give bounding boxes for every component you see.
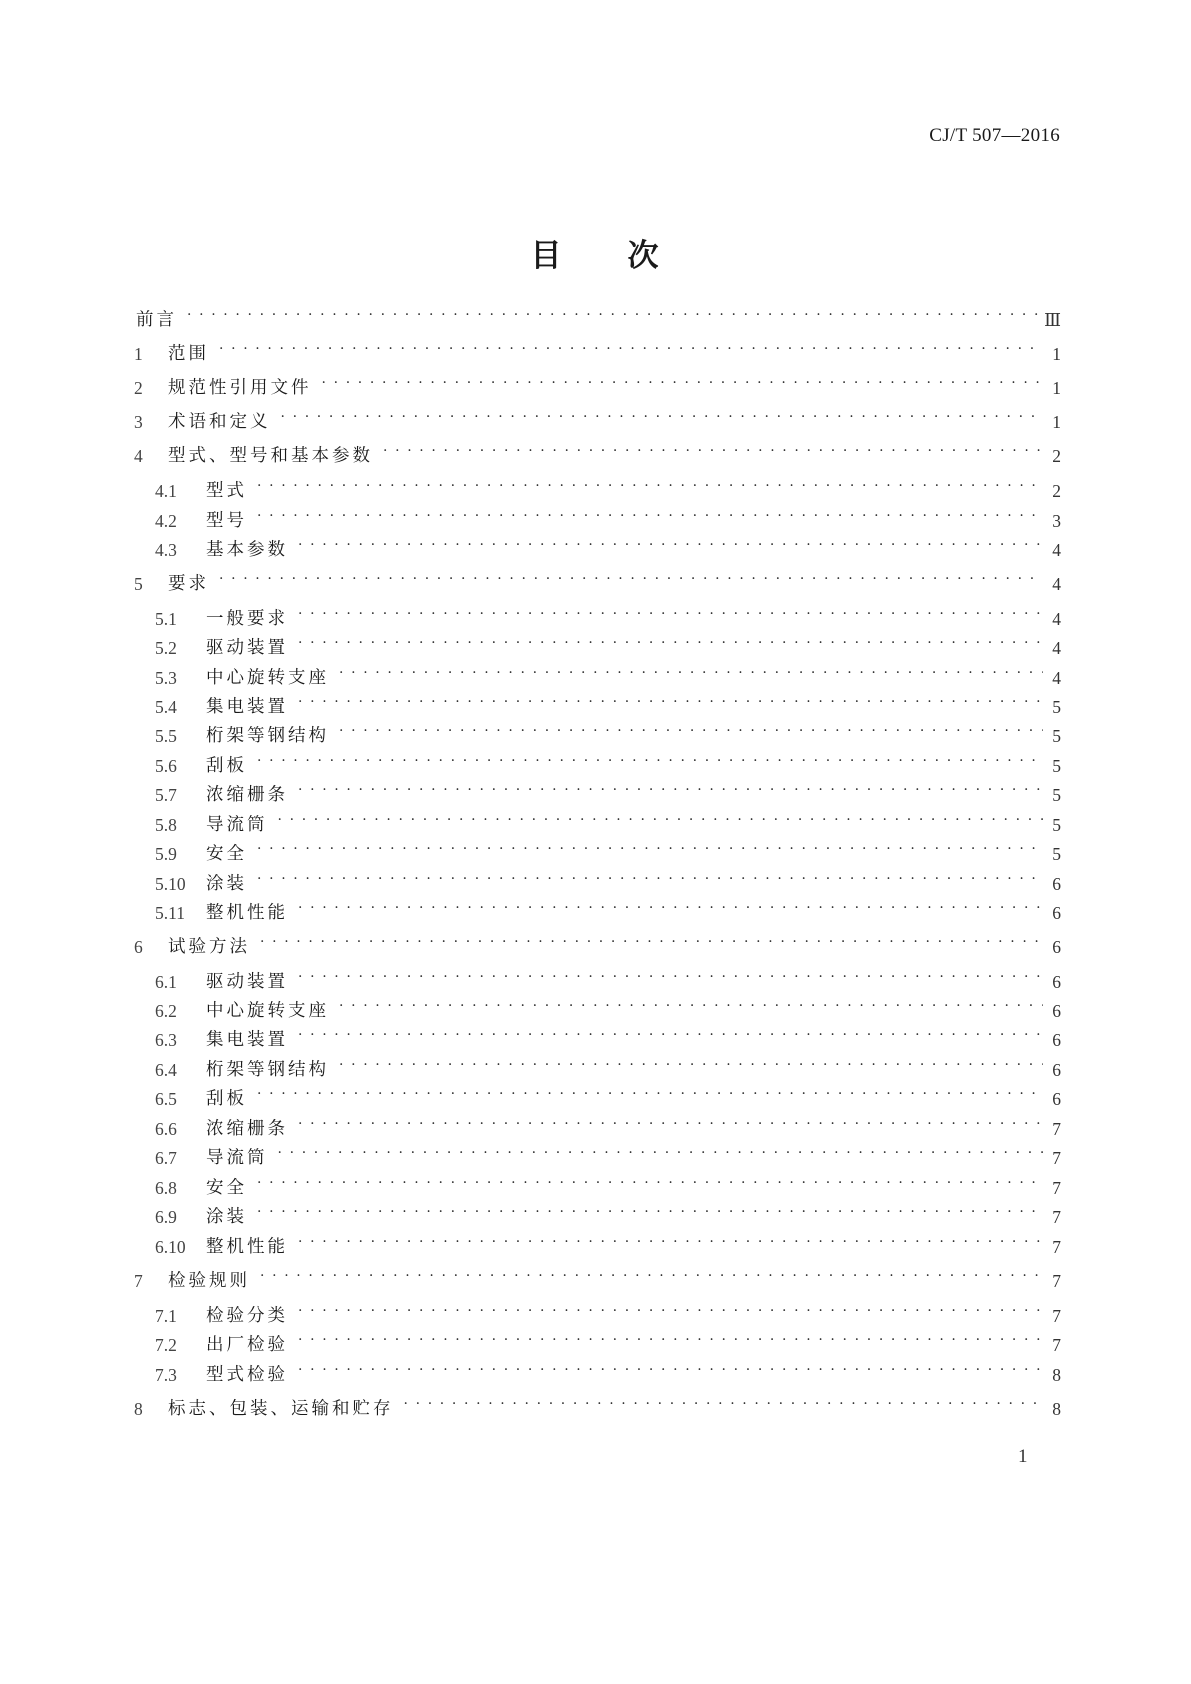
toc-entry[interactable] — [134, 1268, 1061, 1294]
toc-entry-page: 5 — [1052, 756, 1061, 776]
toc-entry-page: 2 — [1052, 481, 1061, 501]
toc-entry-page: 6 — [1052, 1030, 1061, 1050]
toc-entry-label: 涂装 — [206, 1207, 247, 1227]
toc-entry-number: 5.6 — [155, 756, 177, 776]
toc-entry-page: 5 — [1052, 844, 1061, 864]
toc-entry-page: 3 — [1052, 511, 1061, 531]
toc-entry-page: 1 — [1052, 412, 1061, 432]
toc-entry-page: 7 — [1052, 1119, 1061, 1139]
toc-entry-label: 型式检验 — [206, 1365, 288, 1385]
toc-entry[interactable] — [134, 1145, 1061, 1171]
toc-entry[interactable] — [134, 478, 1061, 504]
toc-entry-page: 2 — [1052, 446, 1061, 466]
toc-entry-label: 检验规则 — [168, 1271, 250, 1291]
toc-entry-page: 6 — [1052, 972, 1061, 992]
toc-entry[interactable] — [134, 723, 1061, 749]
toc-entry-label: 中心旋转支座 — [206, 1001, 329, 1021]
toc-entry-number: 6.8 — [155, 1178, 177, 1198]
toc-entry[interactable] — [134, 1057, 1061, 1083]
toc-dot-leader — [278, 807, 1044, 833]
toc-entry-page: 6 — [1052, 937, 1061, 957]
toc-entry-label: 刮板 — [206, 1089, 247, 1109]
toc-entry[interactable] — [134, 1175, 1061, 1201]
toc-dot-leader — [278, 1140, 1044, 1166]
page-title-left: 目 — [530, 238, 564, 274]
toc-entry[interactable] — [134, 934, 1061, 960]
toc-dot-leader — [298, 1229, 1043, 1255]
toc-entry-page: 7 — [1052, 1306, 1061, 1326]
toc-entry-number: 8 — [134, 1399, 143, 1419]
toc-entry-page: 4 — [1052, 638, 1061, 658]
toc-entry[interactable] — [134, 635, 1061, 661]
toc-entry-number: 6.6 — [155, 1119, 177, 1139]
toc-entry-label: 型式 — [206, 481, 247, 501]
toc-entry-label: 刮板 — [206, 756, 247, 776]
toc-entry-number: 5.1 — [155, 609, 177, 629]
toc-dot-leader — [257, 748, 1043, 774]
toc-entry[interactable] — [134, 1396, 1061, 1422]
toc-entry-number: 6.4 — [155, 1060, 177, 1080]
toc-entry-number: 2 — [134, 378, 143, 398]
toc-entry-label: 桁架等钢结构 — [206, 1060, 329, 1080]
toc-dot-leader — [257, 503, 1043, 529]
toc-entry-label: 安全 — [206, 844, 247, 864]
toc-entry-label: 整机性能 — [206, 903, 288, 923]
toc-entry-label: 规范性引用文件 — [168, 378, 312, 398]
toc-dot-leader — [339, 1052, 1043, 1078]
toc-dot-leader — [298, 630, 1043, 656]
toc-dot-leader — [219, 566, 1043, 592]
toc-entry-number: 6.10 — [155, 1237, 186, 1257]
toc-entry-label: 浓缩栅条 — [206, 1119, 288, 1139]
toc-entry-page: 7 — [1052, 1237, 1061, 1257]
toc-entry-number: 6.1 — [155, 972, 177, 992]
toc-dot-leader — [298, 1357, 1043, 1383]
toc-dot-leader — [257, 866, 1043, 892]
toc-dot-leader — [298, 1022, 1043, 1048]
toc-entry[interactable] — [134, 409, 1061, 435]
toc-entry[interactable] — [134, 341, 1061, 367]
toc-entry[interactable] — [134, 694, 1061, 720]
toc-entry-number: 6.3 — [155, 1030, 177, 1050]
toc-dot-leader — [257, 1081, 1043, 1107]
toc-entry-page: 6 — [1052, 1089, 1061, 1109]
toc-entry-label: 浓缩栅条 — [206, 785, 288, 805]
toc-entry-label: 导流筒 — [206, 815, 268, 835]
toc-dot-leader — [339, 660, 1043, 686]
toc-entry-page: 7 — [1052, 1148, 1061, 1168]
toc-entry-label: 一般要求 — [206, 609, 288, 629]
toc-dot-leader — [257, 473, 1043, 499]
toc-entry-label: 标志、包装、运输和贮存 — [168, 1399, 394, 1419]
toc-dot-leader — [281, 404, 1044, 430]
toc-entry-number: 4.3 — [155, 540, 177, 560]
toc-dot-leader — [322, 370, 1044, 396]
toc-entry[interactable] — [134, 1086, 1061, 1112]
toc-entry-label: 范围 — [168, 344, 209, 364]
toc-entry-label: 出厂检验 — [206, 1335, 288, 1355]
toc-entry-label: 桁架等钢结构 — [206, 726, 329, 746]
toc-entry-page: 6 — [1052, 1060, 1061, 1080]
toc-entry-page: 1 — [1052, 378, 1061, 398]
toc-entry-number: 6.9 — [155, 1207, 177, 1227]
toc-dot-leader — [298, 1327, 1043, 1353]
toc-entry-page: 1 — [1052, 344, 1061, 364]
toc-entry-label: 整机性能 — [206, 1237, 288, 1257]
toc-entry-number: 6.7 — [155, 1148, 177, 1168]
toc-entry-number: 4 — [134, 446, 143, 466]
toc-entry-page: 5 — [1052, 815, 1061, 835]
toc-entry-label: 驱动装置 — [206, 972, 288, 992]
toc-entry-page: 7 — [1052, 1335, 1061, 1355]
toc-entry-number: 7.1 — [155, 1306, 177, 1326]
toc-entry-number: 5.8 — [155, 815, 177, 835]
toc-entry-number: 6.2 — [155, 1001, 177, 1021]
toc-entry-number: 1 — [134, 344, 143, 364]
toc-entry-page: 5 — [1052, 697, 1061, 717]
toc-dot-leader — [298, 1111, 1043, 1137]
toc-entry[interactable] — [134, 1116, 1061, 1142]
toc-dot-leader — [260, 1263, 1043, 1289]
toc-entry-number: 5.10 — [155, 874, 186, 894]
toc-dot-leader — [298, 964, 1043, 990]
toc-entry[interactable] — [134, 537, 1061, 563]
toc-dot-leader — [339, 718, 1043, 744]
toc-dot-leader — [298, 1298, 1043, 1324]
toc-entry-page: 5 — [1052, 785, 1061, 805]
toc-entry-number: 4.1 — [155, 481, 177, 501]
toc-entry-number: 5.2 — [155, 638, 177, 658]
toc-entry-label: 驱动装置 — [206, 638, 288, 658]
toc-dot-leader — [219, 336, 1043, 362]
toc-entry[interactable] — [134, 1303, 1061, 1329]
toc-entry[interactable] — [134, 841, 1061, 867]
toc-entry-number: 5 — [134, 574, 143, 594]
toc-entry-number: 5.4 — [155, 697, 177, 717]
toc-entry-page: 6 — [1052, 1001, 1061, 1021]
toc-entry[interactable] — [134, 1027, 1061, 1053]
toc-entry[interactable] — [134, 375, 1061, 401]
toc-entry-label: 安全 — [206, 1178, 247, 1198]
toc-entry-page: 4 — [1052, 540, 1061, 560]
toc-entry-number: 5.9 — [155, 844, 177, 864]
toc-entry-number: 5.11 — [155, 903, 185, 923]
toc-entry-label: 术语和定义 — [168, 412, 271, 432]
toc-entry-label: 中心旋转支座 — [206, 668, 329, 688]
toc-entry[interactable] — [134, 1332, 1061, 1358]
toc-dot-leader — [404, 1391, 1044, 1417]
toc-entry-page: 8 — [1052, 1365, 1061, 1385]
toc-entry[interactable] — [134, 1362, 1061, 1388]
toc-entry-page: 4 — [1052, 609, 1061, 629]
toc-entry-number: 7.2 — [155, 1335, 177, 1355]
toc-entry-label: 集电装置 — [206, 1030, 288, 1050]
toc-dot-leader — [298, 689, 1043, 715]
toc-dot-leader — [298, 777, 1043, 803]
toc-entry[interactable] — [134, 753, 1061, 779]
toc-entry-page: 7 — [1052, 1207, 1061, 1227]
toc-entry[interactable] — [134, 812, 1061, 838]
toc-entry[interactable] — [134, 571, 1061, 597]
toc-entry[interactable] — [134, 900, 1061, 926]
toc-entry-page: 4 — [1052, 668, 1061, 688]
toc-entry-number: 6.5 — [155, 1089, 177, 1109]
toc-dot-leader — [257, 1199, 1043, 1225]
toc-entry-label: 检验分类 — [206, 1306, 288, 1326]
toc-entry-page: 7 — [1052, 1178, 1061, 1198]
toc-entry-label: 试验方法 — [168, 937, 250, 957]
toc-entry[interactable] — [134, 998, 1061, 1024]
toc-entry-number: 5.7 — [155, 785, 177, 805]
toc-entry-page: 6 — [1052, 874, 1061, 894]
toc-entry-number: 7.3 — [155, 1365, 177, 1385]
standard-code: CJ/T 507—2016 — [929, 125, 1060, 146]
toc-dot-leader — [383, 438, 1043, 464]
toc-entry-page: 6 — [1052, 903, 1061, 923]
toc-entry-number: 3 — [134, 412, 143, 432]
toc-entry-label: 集电装置 — [206, 697, 288, 717]
toc-entry-page: 4 — [1052, 574, 1061, 594]
toc-entry-number: 6 — [134, 937, 143, 957]
page-number: 1 — [1018, 1446, 1028, 1467]
toc-entry-label: 要求 — [168, 574, 209, 594]
toc-entry-label: 型式、型号和基本参数 — [168, 446, 373, 466]
toc-entry-label: 基本参数 — [206, 540, 288, 560]
toc-entry-label: 前言 — [136, 310, 177, 330]
toc-entry[interactable] — [134, 871, 1061, 897]
toc-entry[interactable] — [134, 665, 1061, 691]
toc-entry[interactable] — [134, 443, 1061, 469]
toc-entry-number: 7 — [134, 1271, 143, 1291]
toc-entry-label: 型号 — [206, 511, 247, 531]
page-title-right: 次 — [627, 238, 661, 274]
toc-dot-leader — [260, 929, 1043, 955]
toc-dot-leader — [257, 1170, 1043, 1196]
toc-entry[interactable] — [134, 782, 1061, 808]
toc-entry-number: 5.3 — [155, 668, 177, 688]
toc-dot-leader — [339, 993, 1043, 1019]
toc-dot-leader — [257, 836, 1043, 862]
toc-entry-label: 涂装 — [206, 874, 247, 894]
toc-entry-page: 5 — [1052, 726, 1061, 746]
toc-entry-page: Ⅲ — [1044, 310, 1061, 330]
toc-entry-label: 导流筒 — [206, 1148, 268, 1168]
toc-dot-leader — [298, 895, 1043, 921]
toc-dot-leader — [298, 601, 1043, 627]
toc-entry[interactable] — [134, 606, 1061, 632]
toc-dot-leader — [298, 532, 1043, 558]
toc-entry[interactable] — [134, 307, 1061, 333]
toc-entry[interactable] — [134, 1234, 1061, 1260]
page-title — [0, 230, 1191, 275]
toc-entry-number: 5.5 — [155, 726, 177, 746]
toc-entry[interactable] — [134, 508, 1061, 534]
toc-entry[interactable] — [134, 1204, 1061, 1230]
toc-entry-page: 7 — [1052, 1271, 1061, 1291]
toc-entry-number: 4.2 — [155, 511, 177, 531]
toc-entry-page: 8 — [1052, 1399, 1061, 1419]
toc-entry[interactable] — [134, 969, 1061, 995]
toc-dot-leader — [187, 302, 1040, 328]
